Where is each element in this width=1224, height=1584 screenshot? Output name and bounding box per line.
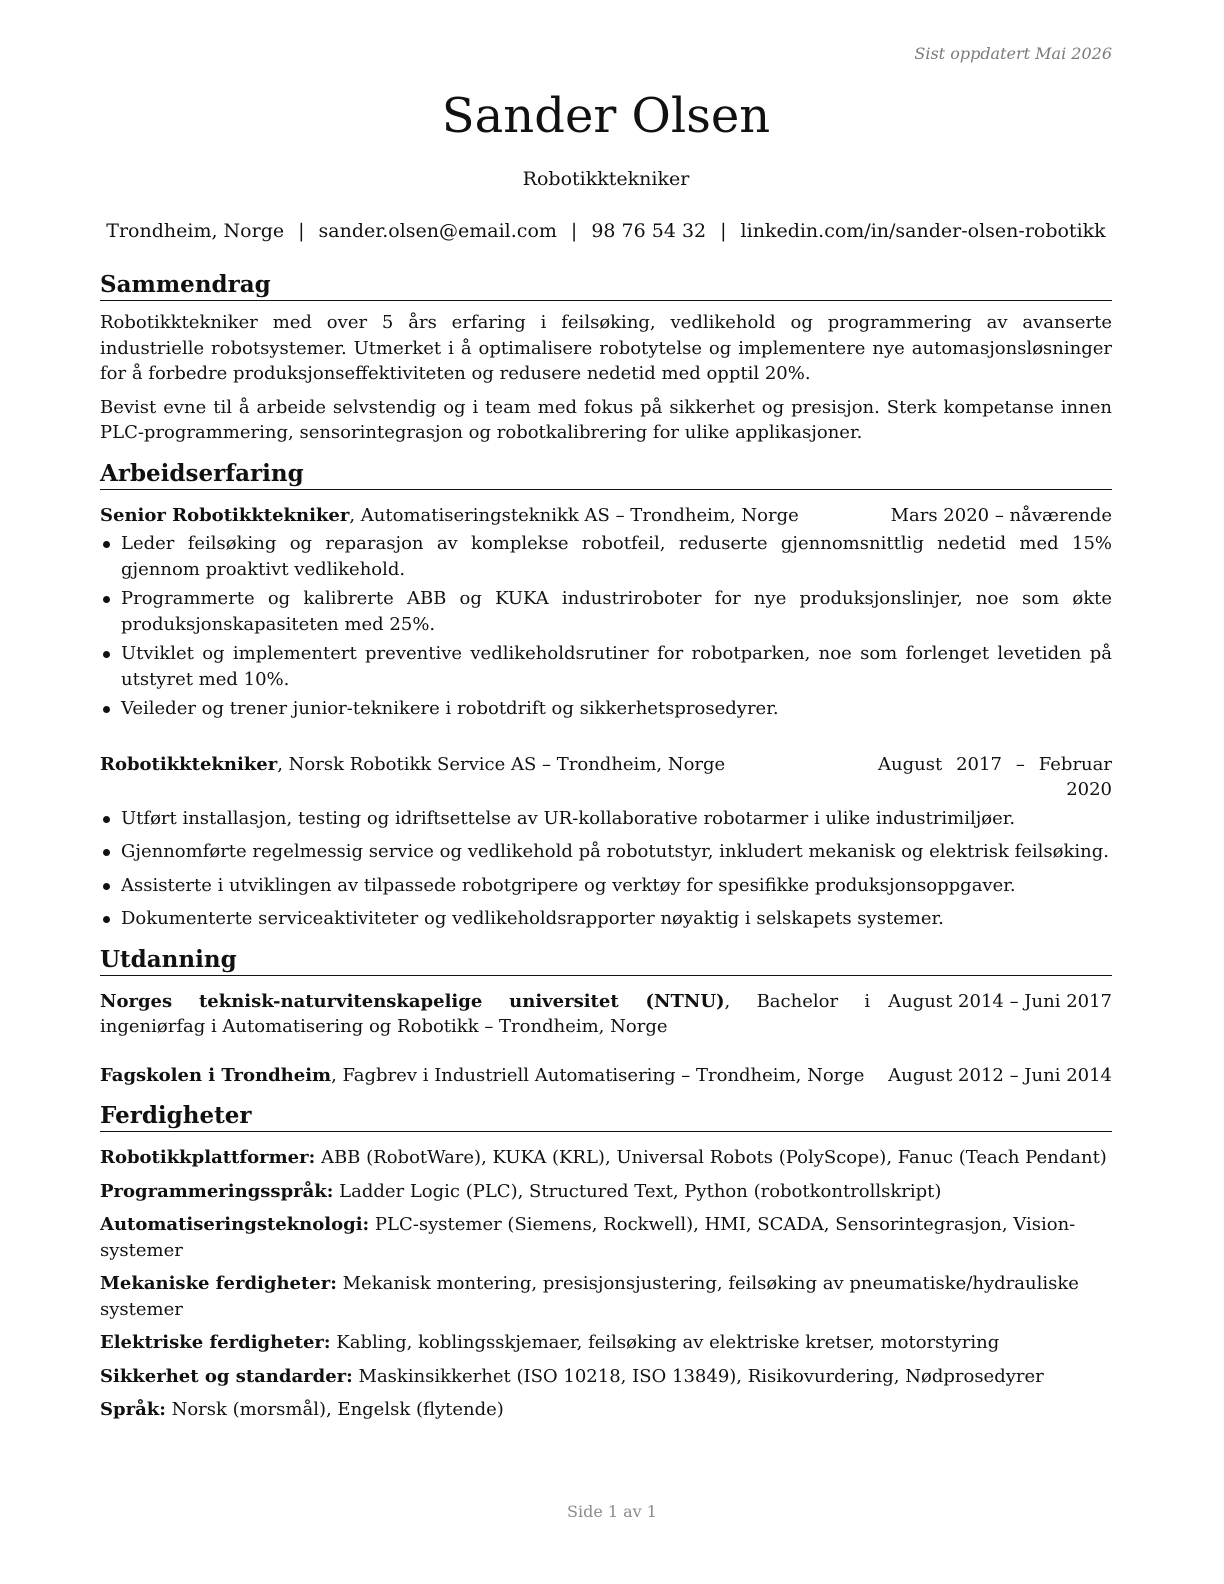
degree-detail: , Fagbrev i Industriell Automatisering – Trondheim, Norge (331, 1064, 865, 1086)
section-heading-skills: Ferdigheter (100, 1101, 1112, 1132)
skill-label: Språk: (100, 1399, 166, 1420)
section-heading-summary: Sammendrag (100, 270, 1112, 301)
list-item: Gjennomførte regelmessig service og vedlikehold på robotutstyr, inkludert mekanisk og elektrisk feilsøking. (100, 839, 1112, 865)
contact-separator: | (570, 220, 578, 242)
skill-value: PLC-systemer (Siemens, Rockwell), HMI, SCADA, Sensorintegrasjon, Vision-systemer (100, 1214, 1076, 1261)
bullet-icon (103, 916, 110, 923)
school-name: Fagskolen i Trondheim (100, 1064, 332, 1086)
job-header (100, 752, 1112, 803)
skill-row (100, 1212, 1112, 1263)
contact-separator: | (720, 220, 727, 242)
list-item: Programmerte og kalibrerte ABB og KUKA industriroboter for nye produksjonslinjer, noe som økte produksjonskapasiteten med 25%. (100, 586, 1112, 637)
bullet-icon (103, 816, 110, 823)
skill-label: Elektriske ferdigheter: (100, 1332, 331, 1353)
skill-label: Robotikkplattformer: (100, 1147, 316, 1168)
skill-row (100, 1179, 1112, 1205)
bullet-icon (103, 596, 110, 603)
skill-row (100, 1364, 1112, 1390)
skill-row (100, 1145, 1112, 1171)
summary-paragraph: Robotikktekniker med over 5 års erfaring i feilsøking, vedlikehold og programmering av avanserte industrielle robotsystemer. Utmerket i å optimalisere robotytelse og implementere nye automasjonsløsninger for å forbedre produksjonseffektiviteten og redusere nedetid med opptil 20%. (100, 312, 1112, 384)
education-entry (100, 989, 1112, 1040)
contact-location: Trondheim, Norge (106, 220, 285, 242)
skill-row (100, 1397, 1112, 1423)
education-section (100, 945, 1112, 1089)
skill-row (100, 1330, 1112, 1356)
job-dates: Mars 2020 – nåværende (890, 504, 1112, 526)
contact-email[interactable]: sander.olsen@email.com (318, 220, 557, 242)
resume-content (100, 270, 1112, 1423)
experience-section (100, 459, 1112, 932)
job-dates: August 2017 – Februar 2020 (878, 753, 1112, 800)
contact-linkedin[interactable]: linkedin.com/in/sander-olsen-robotikk (740, 220, 1106, 242)
list-item: Veileder og trener junior-teknikere i robotdrift og sikkerhetsprosedyrer. (100, 696, 1112, 722)
section-heading-experience: Arbeidserfaring (100, 459, 1112, 490)
last-updated: Sist oppdatert Mai 2026 (914, 44, 1112, 63)
skill-value: Kabling, koblingsskjemaer, feilsøking av elektriske kretser, motorstyring (330, 1332, 1000, 1353)
school-name: Norges teknisk-naturvitenskapelige universitet (NTNU) (100, 990, 725, 1012)
skill-value: Maskinsikkerhet (ISO 10218, ISO 13849), Risikovurdering, Nødprosedyrer (352, 1365, 1044, 1387)
list-item: Utviklet og implementert preventive vedlikeholdsrutiner for robotparken, noe som forlenget levetiden på utstyret med 10%. (100, 641, 1112, 692)
bullet-icon (103, 651, 110, 658)
skill-label: Automatiseringsteknologi: (100, 1214, 370, 1235)
bullet-icon (103, 849, 110, 856)
summary-section (100, 270, 1112, 446)
skill-value: Ladder Logic (PLC), Structured Text, Python (robotkontrollskript) (333, 1180, 942, 1202)
skill-value: Mekanisk montering, presisjonsjustering, feilsøking av pneumatiske/hydrauliske systemer (100, 1273, 1079, 1320)
job-role: Senior Robotikktekniker (100, 504, 350, 526)
contact-line (100, 219, 1112, 243)
degree-detail: , Bachelor i ingeniørfag i Automatisering og Robotikk – Trondheim, Norge (100, 990, 871, 1037)
section-heading-education: Utdanning (100, 945, 1112, 976)
bullet-icon (103, 541, 110, 548)
contact-separator: | (298, 220, 305, 242)
skill-row (100, 1271, 1112, 1322)
bullet-icon (103, 883, 110, 890)
education-dates: August 2014 – Juni 2017 (888, 990, 1112, 1012)
skill-value: Norsk (morsmål), Engelsk (flytende) (165, 1399, 504, 1420)
skill-label: Mekaniske ferdigheter: (100, 1273, 337, 1294)
contact-phone: 98 76 54 32 (591, 220, 707, 242)
job-bullets (100, 531, 1112, 722)
education-entry (100, 1063, 1112, 1089)
job-company: , Automatiseringsteknikk AS – Trondheim, Norge (349, 504, 799, 526)
summary-paragraph: Bevist evne til å arbeide selvstendig og i team med fokus på sikkerhet og presisjon. Sterk kompetanse innen PLC-programmering, sensorintegrasjon og robotkalibrering for ulike applikasjoner. (100, 396, 1112, 443)
job-header (100, 503, 1112, 529)
candidate-title: Robotikktekniker (522, 168, 690, 190)
job-bullets (100, 806, 1112, 932)
list-item: Dokumenterte serviceaktiviteter og vedlikeholdsrapporter nøyaktig i selskapets systemer. (100, 906, 1112, 932)
skill-label: Programmeringsspråk: (100, 1180, 334, 1202)
page-number: Side 1 av 1 (567, 1502, 657, 1521)
job-company: , Norsk Robotikk Service AS – Trondheim, Norge (277, 753, 726, 775)
list-item: Utført installasjon, testing og idriftsettelse av UR-kollaborative robotarmer i ulike industrimiljøer. (100, 806, 1112, 832)
job-role: Robotikktekniker (100, 753, 278, 775)
skill-value: ABB (RobotWare), KUKA (KRL), Universal Robots (PolyScope), Fanuc (Teach Pendant) (315, 1147, 1107, 1168)
candidate-name: Sander Olsen (441, 88, 771, 144)
list-item: Leder feilsøking og reparasjon av komplekse robotfeil, reduserte gjennomsnittlig nedetid med 15% gjennom proaktivt vedlikehold. (100, 531, 1112, 582)
skills-section (100, 1101, 1112, 1423)
list-item: Assisterte i utviklingen av tilpassede robotgripere og verktøy for spesifikke produksjonsoppgaver. (100, 873, 1112, 899)
education-dates: August 2012 – Juni 2014 (888, 1064, 1112, 1086)
skill-label: Sikkerhet og standarder: (100, 1365, 353, 1387)
bullet-icon (103, 706, 110, 713)
